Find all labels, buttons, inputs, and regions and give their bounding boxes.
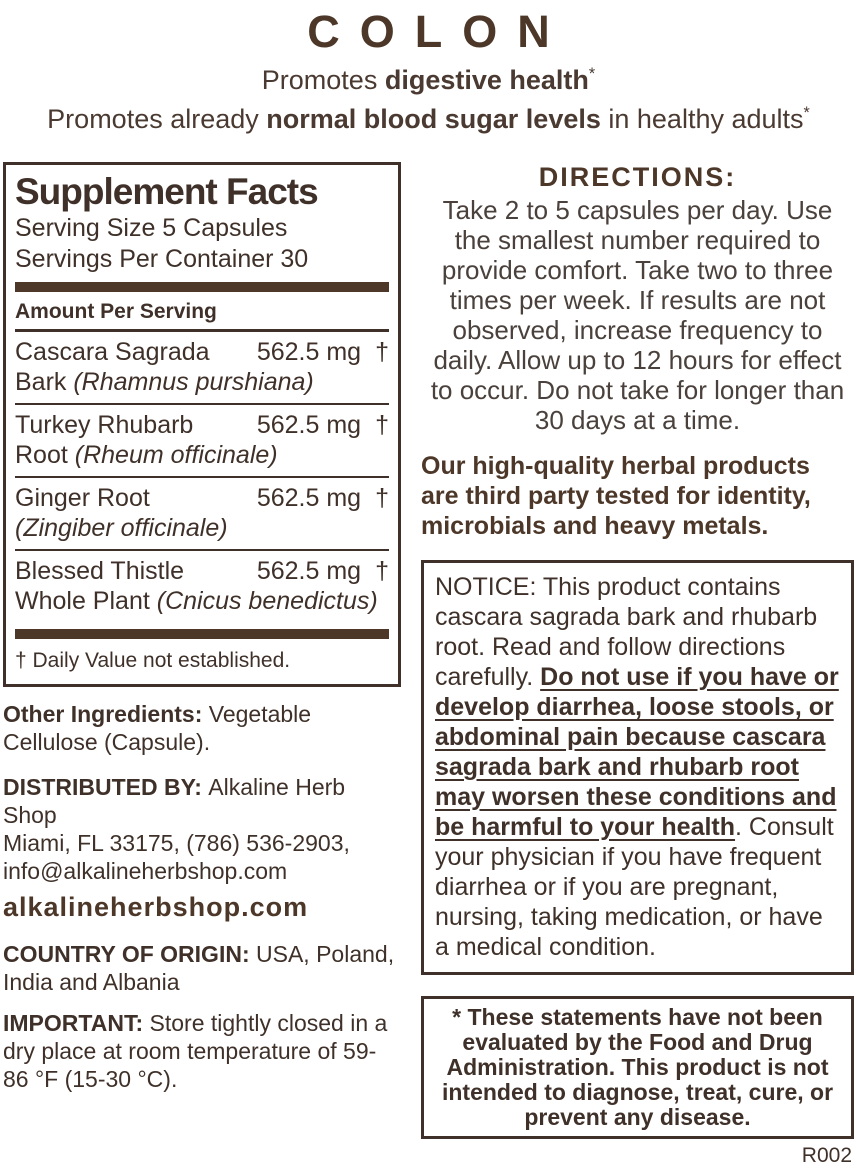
claim-2-prefix: Promotes already	[47, 104, 267, 134]
daily-value-dagger: †	[375, 338, 389, 366]
distributed-by	[3, 773, 401, 885]
directions-text: Take 2 to 5 capsules per day. Use the smallest number required to provide comfort. Take two to three times per week. If results are not observed, increase frequency to daily. Allow up to 12 hours for effect to occur. Do not take for longer than 30 days at a time.	[430, 195, 845, 435]
claim-line-1	[0, 58, 857, 97]
country-of-origin	[3, 940, 401, 996]
directions-heading: DIRECTIONS:	[538, 162, 737, 192]
notice-text-end: . Consult your physician if you have frequent diarrhea or if you are pregnant, nursing, taking medication, or have a medical condition.	[435, 813, 834, 961]
supplement-facts-panel	[3, 162, 401, 687]
important-text: Store tightly closed in a dry place at room temperature of 59-86 °F (15-30 °C).	[3, 1010, 388, 1092]
fda-disclaimer-box: * These statements have not been evaluated by the Food and Drug Administration. This product is not intended to diagnose, treat, cure, or prevent any disease.	[421, 996, 854, 1139]
amount-per-serving-header: Amount Per Serving	[15, 300, 217, 323]
daily-value-footnote: † Daily Value not established.	[15, 649, 291, 672]
distributor-address: Miami, FL 33175, (786) 536-2903,	[3, 830, 350, 856]
claim-1-bold: digestive health	[384, 65, 589, 95]
ingredient-latin-name: (Rheum officinale)	[74, 441, 278, 469]
ingredient-amount: 562.5 mg	[256, 557, 362, 585]
ingredient-name-cont: Whole Plant	[15, 587, 157, 615]
divider-bar	[15, 282, 389, 292]
important-label: IMPORTANT:	[3, 1010, 150, 1036]
servings-per-container: Servings Per Container 30	[15, 245, 309, 273]
ingredient-name: Blessed Thistle	[15, 557, 185, 585]
notice-box	[421, 560, 854, 975]
claim-2-bold: normal blood sugar levels	[266, 104, 601, 134]
ingredient-row	[15, 403, 389, 476]
claim-1-prefix: Promotes	[261, 65, 385, 95]
ingredient-latin-name: (Cnicus benedictus)	[156, 587, 378, 615]
daily-value-dagger: †	[375, 411, 389, 439]
ingredient-latin-name: (Zingiber officinale)	[15, 514, 228, 542]
claim-2-suffix: in healthy adults	[600, 104, 804, 134]
ingredient-name-cont: Bark	[15, 368, 74, 396]
supplement-facts-title: Supplement Facts	[15, 171, 318, 212]
distributed-by-label: DISTRIBUTED BY:	[3, 774, 209, 800]
notice-warning-underlined: Do not use if you have or develop diarrhea, loose stools, or abdominal pain because cascara sagrada bark and rhubarb root may worsen these conditions and be harmful to your health	[435, 663, 839, 841]
daily-value-dagger: †	[375, 557, 389, 585]
ingredient-amount: 562.5 mg	[256, 338, 362, 366]
other-ingredients	[3, 700, 401, 756]
ingredient-name: Ginger Root	[15, 484, 150, 512]
ingredient-latin-name: (Rhamnus purshiana)	[73, 368, 314, 396]
ingredient-row	[15, 549, 389, 622]
distributor-name: Alkaline Herb Shop	[3, 774, 346, 828]
other-ingredients-label: Other Ingredients:	[3, 701, 209, 727]
asterisk-mark: *	[803, 104, 810, 122]
asterisk-mark: *	[588, 65, 596, 83]
right-column	[421, 162, 854, 1168]
ingredient-name: Turkey Rhubarb	[15, 411, 194, 439]
other-ingredients-text: Vegetable Cellulose (Capsule).	[3, 701, 312, 755]
notice-text-start: NOTICE: This product contains cascara sagrada bark and rhubarb root. Read and follow directions carefully.	[435, 573, 818, 691]
storage-important	[3, 1009, 401, 1093]
ingredient-row	[15, 476, 389, 549]
country-of-origin-label: COUNTRY OF ORIGIN:	[3, 941, 256, 967]
website-url: alkalineherbshop.com	[3, 892, 309, 922]
quality-note: Our high-quality herbal products are third party tested for identity, microbials and heavy metals.	[421, 452, 811, 540]
ingredient-name: Cascara Sagrada	[15, 338, 210, 366]
serving-size: Serving Size 5 Capsules	[15, 214, 288, 242]
ingredient-amount: 562.5 mg	[256, 484, 362, 512]
ingredient-name-cont: Root	[15, 441, 75, 469]
divider-bar	[15, 629, 389, 639]
claim-line-2	[0, 97, 857, 136]
ingredient-amount: 562.5 mg	[256, 411, 362, 439]
revision-code: R002	[801, 1144, 852, 1167]
distributor-email: info@alkalineherbshop.com	[3, 858, 288, 884]
daily-value-dagger: †	[375, 484, 389, 512]
product-title: COLON	[307, 6, 570, 57]
country-of-origin-text: USA, Poland, India and Albania	[3, 941, 395, 995]
ingredient-row	[15, 332, 389, 403]
left-column	[3, 162, 401, 1168]
